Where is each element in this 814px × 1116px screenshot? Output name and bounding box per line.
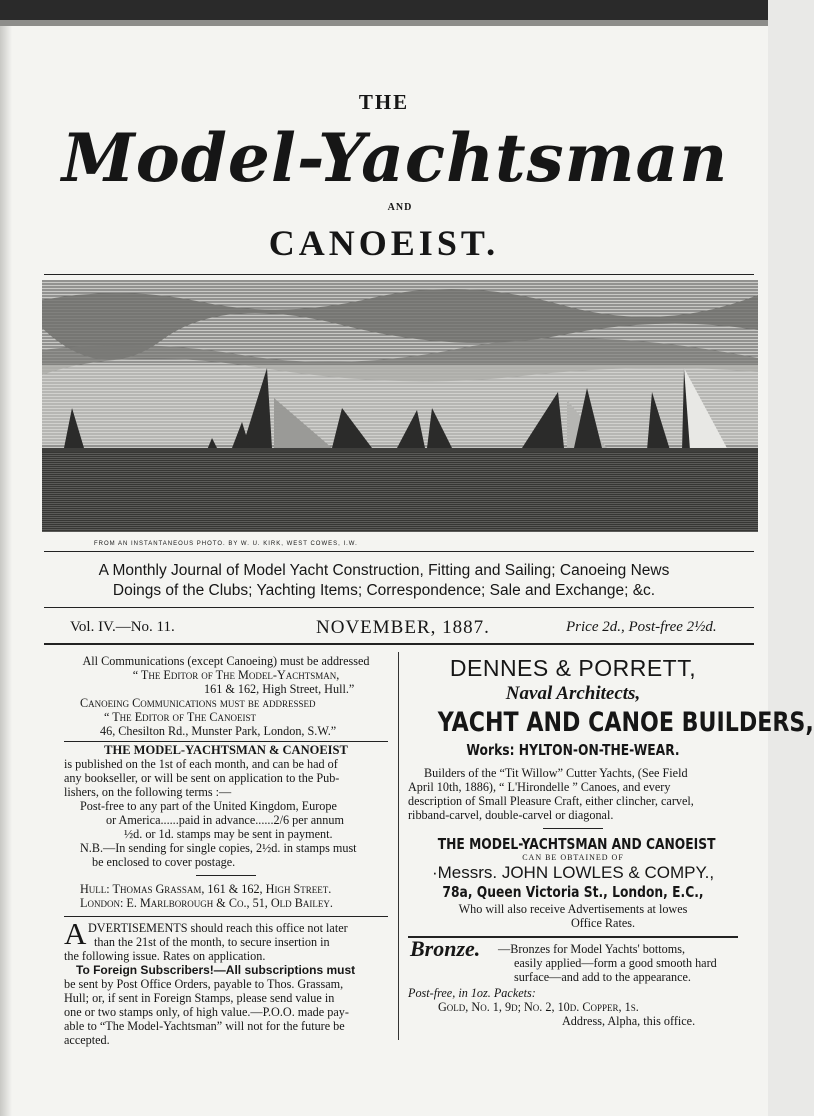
agent-london: London: E. Marlborough & Co., 51, Old Bailey. xyxy=(80,896,333,910)
rule-under-credit xyxy=(44,551,754,552)
nb-line: be enclosed to cover postage. xyxy=(92,855,236,869)
bronze-heading: Bronze. xyxy=(410,936,481,961)
comm-line: All Communications (except Canoeing) must be addressed xyxy=(82,654,370,668)
bronze-line: surface—and add to the appearance. xyxy=(514,970,691,984)
packets-line: Post-free, in 1oz. Packets: xyxy=(408,986,536,1000)
tagline-line1: A Monthly Journal of Model Yacht Construction, Fitting and Sailing; Canoeing News xyxy=(98,562,670,579)
yacht-race-engraving xyxy=(42,280,758,532)
publication-heading: THE MODEL-YACHTSMAN & CANOEIST xyxy=(104,743,348,757)
photo-credit: FROM AN INSTANTANEOUS PHOTO. BY W. U. KIRK, WEST COWES, I.W. xyxy=(94,541,358,547)
drop-cap: A xyxy=(64,916,87,951)
volume-number: Vol. IV.—No. 11. xyxy=(70,619,175,635)
rule-top xyxy=(44,274,754,275)
address-line: Address, Alpha, this office. xyxy=(562,1014,696,1028)
pub-line: lishers, on the following terms :— xyxy=(64,785,232,799)
canoe-line: Canoeing Communications must be addressed xyxy=(80,696,316,710)
foreign-line: Hull; or, if sent in Foreign Stamps, please send value in xyxy=(64,991,335,1005)
issue-date: NOVEMBER, 1887. xyxy=(316,617,490,638)
foreign-line: accepted. xyxy=(64,1033,110,1047)
advertiser-name: DENNES & PORRETT, xyxy=(449,655,697,681)
adv-line: DVERTISEMENTS should reach this office not later xyxy=(88,921,348,935)
rule-below-issue xyxy=(44,643,754,645)
canoe-line: 46, Chesilton Rd., Munster Park, London, S.W.” xyxy=(100,724,337,738)
bronze-line: easily applied—form a good smooth hard xyxy=(514,956,717,970)
bronze-line: —Bronzes for Model Yachts' bottoms, xyxy=(498,942,686,956)
naval-architects: Naval Architects, xyxy=(505,683,641,704)
builders-heading: YACHT AND CANOE BUILDERS, xyxy=(437,707,814,738)
magazine-name: THE MODEL-YACHTSMAN AND CANOEIST xyxy=(437,835,716,853)
column-divider xyxy=(398,652,399,1040)
obtained-of: CAN BE OBTAINED OF xyxy=(522,853,624,862)
agent-hull: Hull: Thomas Grassam, 161 & 162, High Street. xyxy=(80,882,332,896)
desc-line: description of Small Pleasure Craft, either clincher, carvel, xyxy=(408,794,694,808)
pub-line: ½d. or 1d. stamps may be sent in payment. xyxy=(124,827,333,841)
who-line: Who will also receive Advertisements at lowes xyxy=(458,902,688,916)
canoe-line: “ The Editor of The Canoeist xyxy=(104,710,256,724)
nb-line: N.B.—In sending for single copies, 2½d. in stamps must xyxy=(80,841,357,855)
foreign-line: able to “The Model-Yachtsman” will not for the future be xyxy=(64,1019,345,1033)
scan-top-edge xyxy=(0,0,768,26)
masthead-and: AND xyxy=(387,202,413,213)
comm-line: 161 & 162, High Street, Hull.” xyxy=(204,682,355,696)
left-column xyxy=(64,654,388,1047)
right-column xyxy=(408,654,814,1028)
masthead-title: Model-Yachtsman xyxy=(61,119,729,197)
rule-above-issue xyxy=(44,607,754,608)
issue-price: Price 2d., Post-free 2½d. xyxy=(566,619,717,635)
pub-line: is published on the 1st of each month, and can be had of xyxy=(64,757,338,771)
who-line: Office Rates. xyxy=(570,916,636,930)
prices-line: Gold, No. 1, 9d; No. 2, 10d. Copper, 1s. xyxy=(438,1000,639,1014)
pub-line: Post-free to any part of the United Kingdom, Europe xyxy=(80,799,337,813)
desc-line: ribband-carvel, double-carvel or diagonal. xyxy=(408,808,614,822)
works-location: Works: HYLTON-ON-THE-WEAR. xyxy=(466,741,680,759)
pub-line: or America......paid in advance......2/6 per annum xyxy=(106,813,344,827)
tagline-line2: Doings of the Clubs; Yachting Items; Correspondence; Sale and Exchange; &c. xyxy=(112,582,656,599)
adv-line: than the 21st of the month, to secure insertion in xyxy=(94,935,330,949)
agent-address: 78a, Queen Victoria St., London, E.C., xyxy=(442,883,704,901)
desc-line: Builders of the “Tit Willow” Cutter Yachts, (See Field xyxy=(424,766,688,780)
foreign-line: one or two stamps only, of high value.—P.O.O. made pay- xyxy=(64,1005,349,1019)
adv-line: the following issue. Rates on application. xyxy=(64,949,266,963)
foreign-heading: To Foreign Subscribers!—All subscriptions must xyxy=(76,963,356,977)
masthead-the: THE xyxy=(358,90,410,114)
comm-line: “ The Editor of The Model-Yachtsman, xyxy=(132,668,340,682)
agent-name: ·Messrs. JOHN LOWLES & COMPY., xyxy=(431,863,715,882)
pub-line: any bookseller, or will be sent on application to the Pub- xyxy=(64,771,340,785)
desc-line: April 10th, 1886), “ L'Hirondelle ” Canoes, and every xyxy=(408,780,671,794)
masthead-subtitle: CANOEIST. xyxy=(268,223,500,263)
foreign-line: be sent by Post Office Orders, payable to Thos. Grassam, xyxy=(64,977,344,991)
